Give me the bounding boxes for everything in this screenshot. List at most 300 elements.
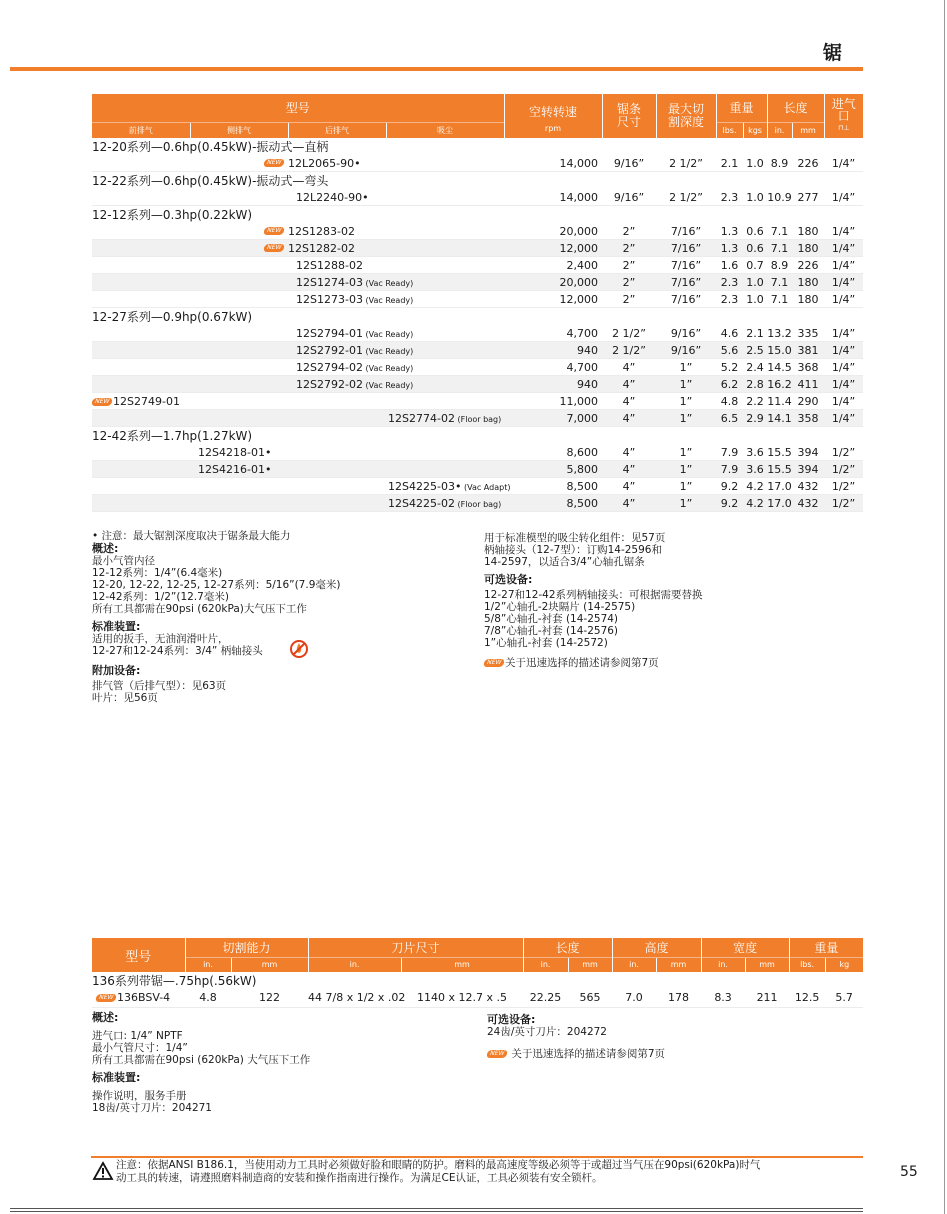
length-mm: 290 [792, 393, 824, 410]
new-badge-icon: NEW [263, 159, 285, 167]
weight-kgs: 0.6 [743, 223, 767, 240]
warning-rule [91, 1156, 863, 1158]
length-in: 15.5 [767, 462, 792, 476]
t2-header-cut: 切割能力 [185, 938, 308, 957]
model-number: 12S1274-03 [296, 275, 363, 289]
length-mm: 394 [792, 461, 824, 478]
empty-cell [92, 342, 190, 359]
model-number: 12S2794-01 [296, 326, 363, 340]
empty-cell [92, 291, 190, 308]
t2-sub-cut-in: in. [185, 957, 231, 972]
weight-kgs: 0.7 [743, 257, 767, 274]
t2-sub-blade-mm: mm [401, 957, 523, 972]
series-heading-text: 12-20系列—0.6hp(0.45kW)-振动式—直柄 [92, 140, 329, 154]
optional-lines [484, 589, 864, 649]
inlet-size: 1/4” [824, 342, 863, 359]
empty-cell [386, 240, 504, 257]
max-cut: 1” [656, 495, 716, 512]
standard-lines [92, 633, 472, 657]
subheader-vacuum: 吸尘 [386, 122, 504, 138]
table-row [92, 189, 863, 206]
model-cell [288, 189, 386, 206]
weight-kgs: 4.2 [743, 495, 767, 512]
series-heading [92, 427, 863, 445]
length-in: 14.5 [767, 360, 792, 374]
inlet-size: 1/4” [824, 410, 863, 427]
t2-h-mm: 178 [656, 989, 701, 1007]
table-row [92, 291, 863, 308]
weight-kgs: 2.2 [743, 393, 767, 410]
model-cell [288, 274, 414, 291]
t2-len-mm: 565 [568, 989, 612, 1007]
empty-cell [190, 478, 288, 495]
inlet-size: 1/2” [824, 444, 863, 461]
model-suffix: (Floor bag) [454, 414, 502, 424]
empty-cell [92, 189, 190, 206]
model-cell [288, 342, 414, 359]
inlet-size: 1/4” [824, 359, 863, 376]
model-cell [288, 376, 414, 393]
empty-cell [92, 359, 190, 376]
blade-size: 4” [602, 461, 656, 478]
note-line: 最小气管尺寸：1/4” [92, 1042, 188, 1054]
max-cut: 7/16” [656, 223, 716, 240]
max-cut: 1” [656, 410, 716, 427]
empty-cell [190, 291, 288, 308]
model-cell [266, 240, 386, 257]
length-in: 16.2 [767, 377, 792, 391]
table-row [92, 444, 863, 461]
series-heading [92, 172, 863, 190]
length-mm: 432 [792, 478, 824, 495]
empty-cell [190, 342, 288, 359]
length-mm: 335 [792, 325, 824, 342]
free-speed: 11,000 [504, 393, 602, 410]
subheader-kgs: kgs [743, 122, 767, 138]
length-mm: 381 [792, 342, 824, 359]
note-line: 进气口: 1/4” NPTF [92, 1030, 183, 1042]
weight-lbs: 1.3 [716, 223, 743, 240]
t2-sub-h-mm: mm [656, 957, 701, 972]
max-cut: 7/16” [656, 240, 716, 257]
subheader-lbs: lbs. [716, 122, 743, 138]
model-number: 12S2794-02 [296, 360, 363, 374]
t2-header-height: 高度 [612, 938, 701, 957]
series-heading-text: 12-27系列—0.9hp(0.67kW) [92, 310, 253, 324]
length-in: 7.1 [767, 274, 792, 291]
empty-cell [92, 410, 190, 427]
t2-cut-in: 4.8 [185, 989, 231, 1007]
note-line: 所有工具都需在90psi (620kPa) 大气压下工作 [92, 1054, 311, 1066]
weight-kgs: 2.5 [743, 342, 767, 359]
weight-lbs: 7.9 [716, 461, 743, 478]
empty-cell [288, 478, 386, 495]
weight-kgs: 3.6 [743, 444, 767, 461]
t2-model: NEW 136BSV-4 [92, 989, 185, 1007]
model-number: 12S4225-03• [388, 479, 462, 493]
note-line: 12-27和12-42系列柄轴接头：可根据需要替换 [484, 589, 703, 601]
model-suffix: (Vac Ready) [362, 346, 414, 356]
empty-cell [386, 189, 504, 206]
length-in: 13.2 [767, 326, 792, 340]
series-heading [92, 138, 863, 155]
t2-overview-title: 概述: [92, 1011, 119, 1024]
model-cell [190, 461, 288, 478]
quick-select-ref: NEW 关于迅速选择的描述请参阅第7页 [484, 657, 864, 669]
weight-kgs: 2.1 [743, 325, 767, 342]
inlet-size: 1/2” [824, 461, 863, 478]
t2-optional-title: 可选设备: [487, 1013, 536, 1026]
weight-lbs: 2.3 [716, 189, 743, 206]
model-number: 12S2792-02 [296, 377, 363, 391]
note-line: 12-20, 12-22, 12-25, 12-27系列：5/16”(7.9毫米) [92, 579, 341, 591]
vac-kit-lines [484, 532, 864, 568]
note-line: 1/2”心轴孔-2块隔片 (14-2575) [484, 601, 636, 613]
free-speed: 2,400 [504, 257, 602, 274]
t2-sub-len-in: in. [523, 957, 568, 972]
free-speed: 20,000 [504, 223, 602, 240]
overview-title: 概述: [92, 542, 119, 555]
weight-lbs: 7.9 [716, 444, 743, 461]
model-number: 12S1283-02 [288, 224, 355, 238]
weight-kgs: 3.6 [743, 461, 767, 478]
model-cell [288, 325, 414, 342]
max-cut: 9/16” [656, 342, 716, 359]
note-line: 最小气管内径 [92, 555, 155, 567]
t2-cut-mm: 122 [231, 989, 308, 1007]
band-saw-notes-left [92, 1012, 472, 1114]
length-mm: 432 [792, 495, 824, 512]
max-cut: 7/16” [656, 274, 716, 291]
model-number: 12L2065-90• [288, 156, 361, 170]
inlet-size: 1/4” [824, 376, 863, 393]
model-suffix: (Vac Adapt) [461, 482, 511, 492]
max-cut: 1” [656, 359, 716, 376]
empty-cell [386, 444, 504, 461]
section-title: 锯 [822, 42, 842, 64]
band-saw-spec-table [92, 938, 863, 1008]
weight-lbs: 9.2 [716, 495, 743, 512]
length-in: 8.9 [767, 155, 792, 172]
max-cut: 1” [656, 376, 716, 393]
table-row [92, 461, 863, 478]
empty-cell [92, 274, 190, 291]
series-heading [92, 308, 863, 326]
inlet-size: 1/4” [824, 155, 863, 172]
free-speed: 12,000 [504, 291, 602, 308]
weight-kgs: 1.0 [743, 155, 767, 172]
header-length: 长度 [767, 94, 824, 122]
length-in: 7.1 [767, 223, 792, 240]
model-suffix: (Vac Ready) [362, 329, 414, 339]
t2-w-mm: 211 [745, 989, 789, 1007]
length-in: 7.1 [767, 291, 792, 308]
weight-lbs: 2.3 [716, 291, 743, 308]
note-line: 适用的扳手，无油润滑叶片， [92, 633, 229, 645]
weight-lbs: 4.6 [716, 325, 743, 342]
empty-cell [190, 376, 288, 393]
empty-cell [92, 240, 190, 257]
note-line: 用于标准模型的吸尘转化组件：见57页 [484, 532, 666, 544]
cut-depth-note: • 注意：最大锯割深度取决于锯条最大能力 [92, 530, 291, 542]
model-number: 12S4225-02 [388, 496, 455, 510]
model-number: 12L2240-90• [296, 190, 369, 204]
empty-cell [190, 410, 288, 427]
note-line: 12-42系列：1/2”(12.7毫米) [92, 591, 229, 603]
blade-size: 2” [602, 274, 656, 291]
header-rule [10, 67, 863, 71]
weight-kgs: 4.2 [743, 478, 767, 495]
t2-sub-len-mm: mm [568, 957, 612, 972]
free-speed: 14,000 [504, 189, 602, 206]
model-cell [266, 155, 386, 172]
note-line: 排气管（后排气型）：见63页 [92, 680, 227, 692]
free-speed: 4,700 [504, 359, 602, 376]
model-suffix: (Vac Ready) [362, 380, 414, 390]
weight-lbs: 9.2 [716, 478, 743, 495]
empty-cell [92, 495, 190, 512]
length-in: 17.0 [767, 479, 792, 493]
free-speed: 940 [504, 342, 602, 359]
length-in: 7.1 [767, 240, 792, 257]
free-speed: 4,700 [504, 325, 602, 342]
empty-cell [190, 325, 288, 342]
weight-kgs: 0.6 [743, 240, 767, 257]
header-free-speed: 空转转速 rpm [504, 94, 602, 138]
standard-title: 标准装置: [92, 620, 141, 633]
blade-size: 2” [602, 291, 656, 308]
t2-sub-lbs: lbs. [789, 957, 825, 972]
inlet-size: 1/4” [824, 189, 863, 206]
max-cut: 1” [656, 461, 716, 478]
t2-blade-mm: 1140 x 12.7 x .5 [401, 989, 523, 1007]
weight-kgs: 2.9 [743, 410, 767, 427]
table-row [92, 240, 863, 257]
empty-cell [92, 376, 190, 393]
blade-size: 4” [602, 444, 656, 461]
inlet-size: 1/4” [824, 291, 863, 308]
max-cut: 1” [656, 444, 716, 461]
model-number: 12S2749-01 [113, 394, 180, 408]
length-mm: 358 [792, 410, 824, 427]
table-row [92, 223, 863, 240]
note-line: 7/8”心轴孔-衬套 (14-2576) [484, 625, 619, 637]
addon-title: 附加设备: [92, 664, 141, 677]
header-blade-size: 锯条 尺寸 [602, 94, 656, 138]
new-badge-icon: NEW [263, 227, 285, 235]
empty-cell [92, 325, 190, 342]
length-mm: 411 [792, 376, 824, 393]
empty-cell [386, 257, 504, 274]
saw-spec-table [92, 94, 863, 512]
weight-kgs: 1.0 [743, 291, 767, 308]
weight-lbs: 6.2 [716, 376, 743, 393]
t2-header-model: 型号 [92, 938, 185, 972]
footer-rule-2 [10, 1211, 863, 1212]
note-line: 柄轴接头（12-7型）：订购14-2596和 [484, 544, 662, 556]
length-mm: 277 [792, 189, 824, 206]
footer-rule-1 [10, 1208, 863, 1209]
note-line: 操作说明，服务手册 [92, 1090, 187, 1102]
subheader-in: in. [767, 122, 792, 138]
length-in: 8.9 [767, 257, 792, 274]
free-speed: 12,000 [504, 240, 602, 257]
page-number: 55 [900, 1164, 918, 1180]
empty-cell [190, 257, 288, 274]
notes-right [484, 532, 864, 669]
t2-series-heading: 136系列带锯—.75hp(.56kW) [92, 974, 257, 988]
t2-header-width: 宽度 [701, 938, 789, 957]
model-number: 12S4218-01• [198, 445, 272, 459]
empty-cell [288, 393, 386, 410]
page-edge-line [944, 0, 945, 1214]
blade-size: 4” [602, 478, 656, 495]
length-mm: 180 [792, 240, 824, 257]
note-line: 12-12系列：1/4”(6.4毫米) [92, 567, 223, 579]
subheader-side-exhaust: 侧排气 [190, 122, 288, 138]
length-mm: 226 [792, 257, 824, 274]
free-speed: 8,600 [504, 444, 602, 461]
free-speed: 8,500 [504, 495, 602, 512]
max-cut: 1” [656, 393, 716, 410]
note-line: 1”心轴孔-衬套 (14-2572) [484, 637, 608, 649]
length-in: 15.5 [767, 445, 792, 459]
note-line: 5/8”心轴孔-衬套 (14-2574) [484, 613, 619, 625]
empty-cell [288, 410, 386, 427]
model-cell [92, 393, 190, 410]
length-in: 14.1 [767, 411, 792, 425]
blade-size: 4” [602, 495, 656, 512]
t2-overview-lines [92, 1030, 472, 1066]
blade-size: 4” [602, 393, 656, 410]
free-speed: 5,800 [504, 461, 602, 478]
inlet-size: 1/4” [824, 223, 863, 240]
inlet-size: 1/4” [824, 393, 863, 410]
header-model: 型号 [92, 94, 504, 122]
t2-kg: 5.7 [825, 989, 863, 1007]
t2-sub-kg: kg [825, 957, 863, 972]
optional-title: 可选设备: [484, 573, 533, 586]
t2-header-weight: 重量 [789, 938, 863, 957]
blade-size: 2 1/2” [602, 342, 656, 359]
free-speed: 940 [504, 376, 602, 393]
empty-cell [190, 359, 288, 376]
length-mm: 226 [792, 155, 824, 172]
series-heading-text: 12-22系列—0.6hp(0.45kW)-振动式—弯头 [92, 174, 329, 188]
model-cell [190, 444, 288, 461]
t2-standard-lines [92, 1090, 472, 1114]
empty-cell [92, 478, 190, 495]
weight-lbs: 5.6 [716, 342, 743, 359]
model-cell [386, 495, 504, 512]
weight-lbs: 2.3 [716, 274, 743, 291]
length-in: 15.0 [767, 343, 792, 357]
series-heading-text: 12-42系列—1.7hp(1.27kW) [92, 429, 253, 443]
weight-kgs: 1.0 [743, 274, 767, 291]
inlet-size: 1/2” [824, 478, 863, 495]
weight-lbs: 2.1 [716, 155, 743, 172]
empty-cell [386, 393, 504, 410]
empty-cell [288, 461, 386, 478]
inlet-size: 1/4” [824, 240, 863, 257]
empty-cell [190, 189, 288, 206]
t2-len-in: 22.25 [523, 989, 568, 1007]
t2-standard-title: 标准装置: [92, 1071, 141, 1084]
new-badge-icon: NEW [486, 1050, 508, 1058]
header-weight: 重量 [716, 94, 767, 122]
free-speed: 7,000 [504, 410, 602, 427]
length-mm: 394 [792, 444, 824, 461]
note-line: 叶片：见56页 [92, 692, 158, 704]
length-in: 17.0 [767, 496, 792, 510]
length-mm: 180 [792, 291, 824, 308]
t2-sub-w-mm: mm [745, 957, 789, 972]
model-cell [386, 478, 511, 495]
t2-optional-lines [487, 1026, 867, 1038]
model-number: 12S2792-01 [296, 343, 363, 357]
t2-sub-blade-in: in. [308, 957, 401, 972]
header-inlet: 进气 口 ⊓⊥ [824, 94, 863, 138]
blade-size: 2 1/2” [602, 325, 656, 342]
length-mm: 180 [792, 223, 824, 240]
new-badge-icon: NEW [263, 244, 285, 252]
subheader-rear-exhaust: 后排气 [288, 122, 386, 138]
max-cut: 9/16” [656, 325, 716, 342]
weight-kgs: 2.4 [743, 359, 767, 376]
blade-size: 9/16” [602, 155, 656, 172]
table-row [92, 359, 863, 376]
max-cut: 1” [656, 478, 716, 495]
free-speed: 14,000 [504, 155, 602, 172]
empty-cell [92, 155, 190, 172]
model-number: 12S4216-01• [198, 462, 272, 476]
empty-cell [288, 444, 386, 461]
empty-cell [92, 223, 190, 240]
model-number: 12S2774-02 [388, 411, 455, 425]
overview-lines [92, 555, 472, 615]
blade-size: 2” [602, 223, 656, 240]
model-suffix: (Vac Ready) [362, 363, 414, 373]
t2-header-blade: 刀片尺寸 [308, 938, 523, 957]
table-row [92, 410, 863, 427]
empty-cell [190, 274, 288, 291]
weight-lbs: 4.8 [716, 393, 743, 410]
blade-size: 2” [602, 257, 656, 274]
weight-kgs: 1.0 [743, 189, 767, 206]
model-cell [266, 223, 386, 240]
table-row [92, 495, 863, 512]
note-line: 12-27和12-24系列：3/4” 柄轴接头 [92, 645, 263, 657]
table-row [92, 393, 863, 410]
t2-h-in: 7.0 [612, 989, 656, 1007]
model-number: 12S1282-02 [288, 241, 355, 255]
weight-lbs: 6.5 [716, 410, 743, 427]
length-in: 10.9 [767, 190, 792, 204]
t2-blade-in: 44 7/8 x 1/2 x .02 [308, 989, 401, 1007]
inlet-size: 1/2” [824, 495, 863, 512]
addon-lines [92, 680, 472, 704]
note-line: 14-2597，以适合3/4”心轴孔锯条 [484, 556, 645, 568]
t2-sub-cut-mm: mm [231, 957, 308, 972]
max-cut: 7/16” [656, 291, 716, 308]
t2-quick-select-ref: NEW 关于迅速选择的描述请参阅第7页 [487, 1048, 867, 1060]
empty-cell [190, 495, 288, 512]
max-cut: 2 1/2” [656, 189, 716, 206]
table-row [92, 376, 863, 393]
t2-w-in: 8.3 [701, 989, 745, 1007]
empty-cell [92, 461, 190, 478]
free-speed: 20,000 [504, 274, 602, 291]
